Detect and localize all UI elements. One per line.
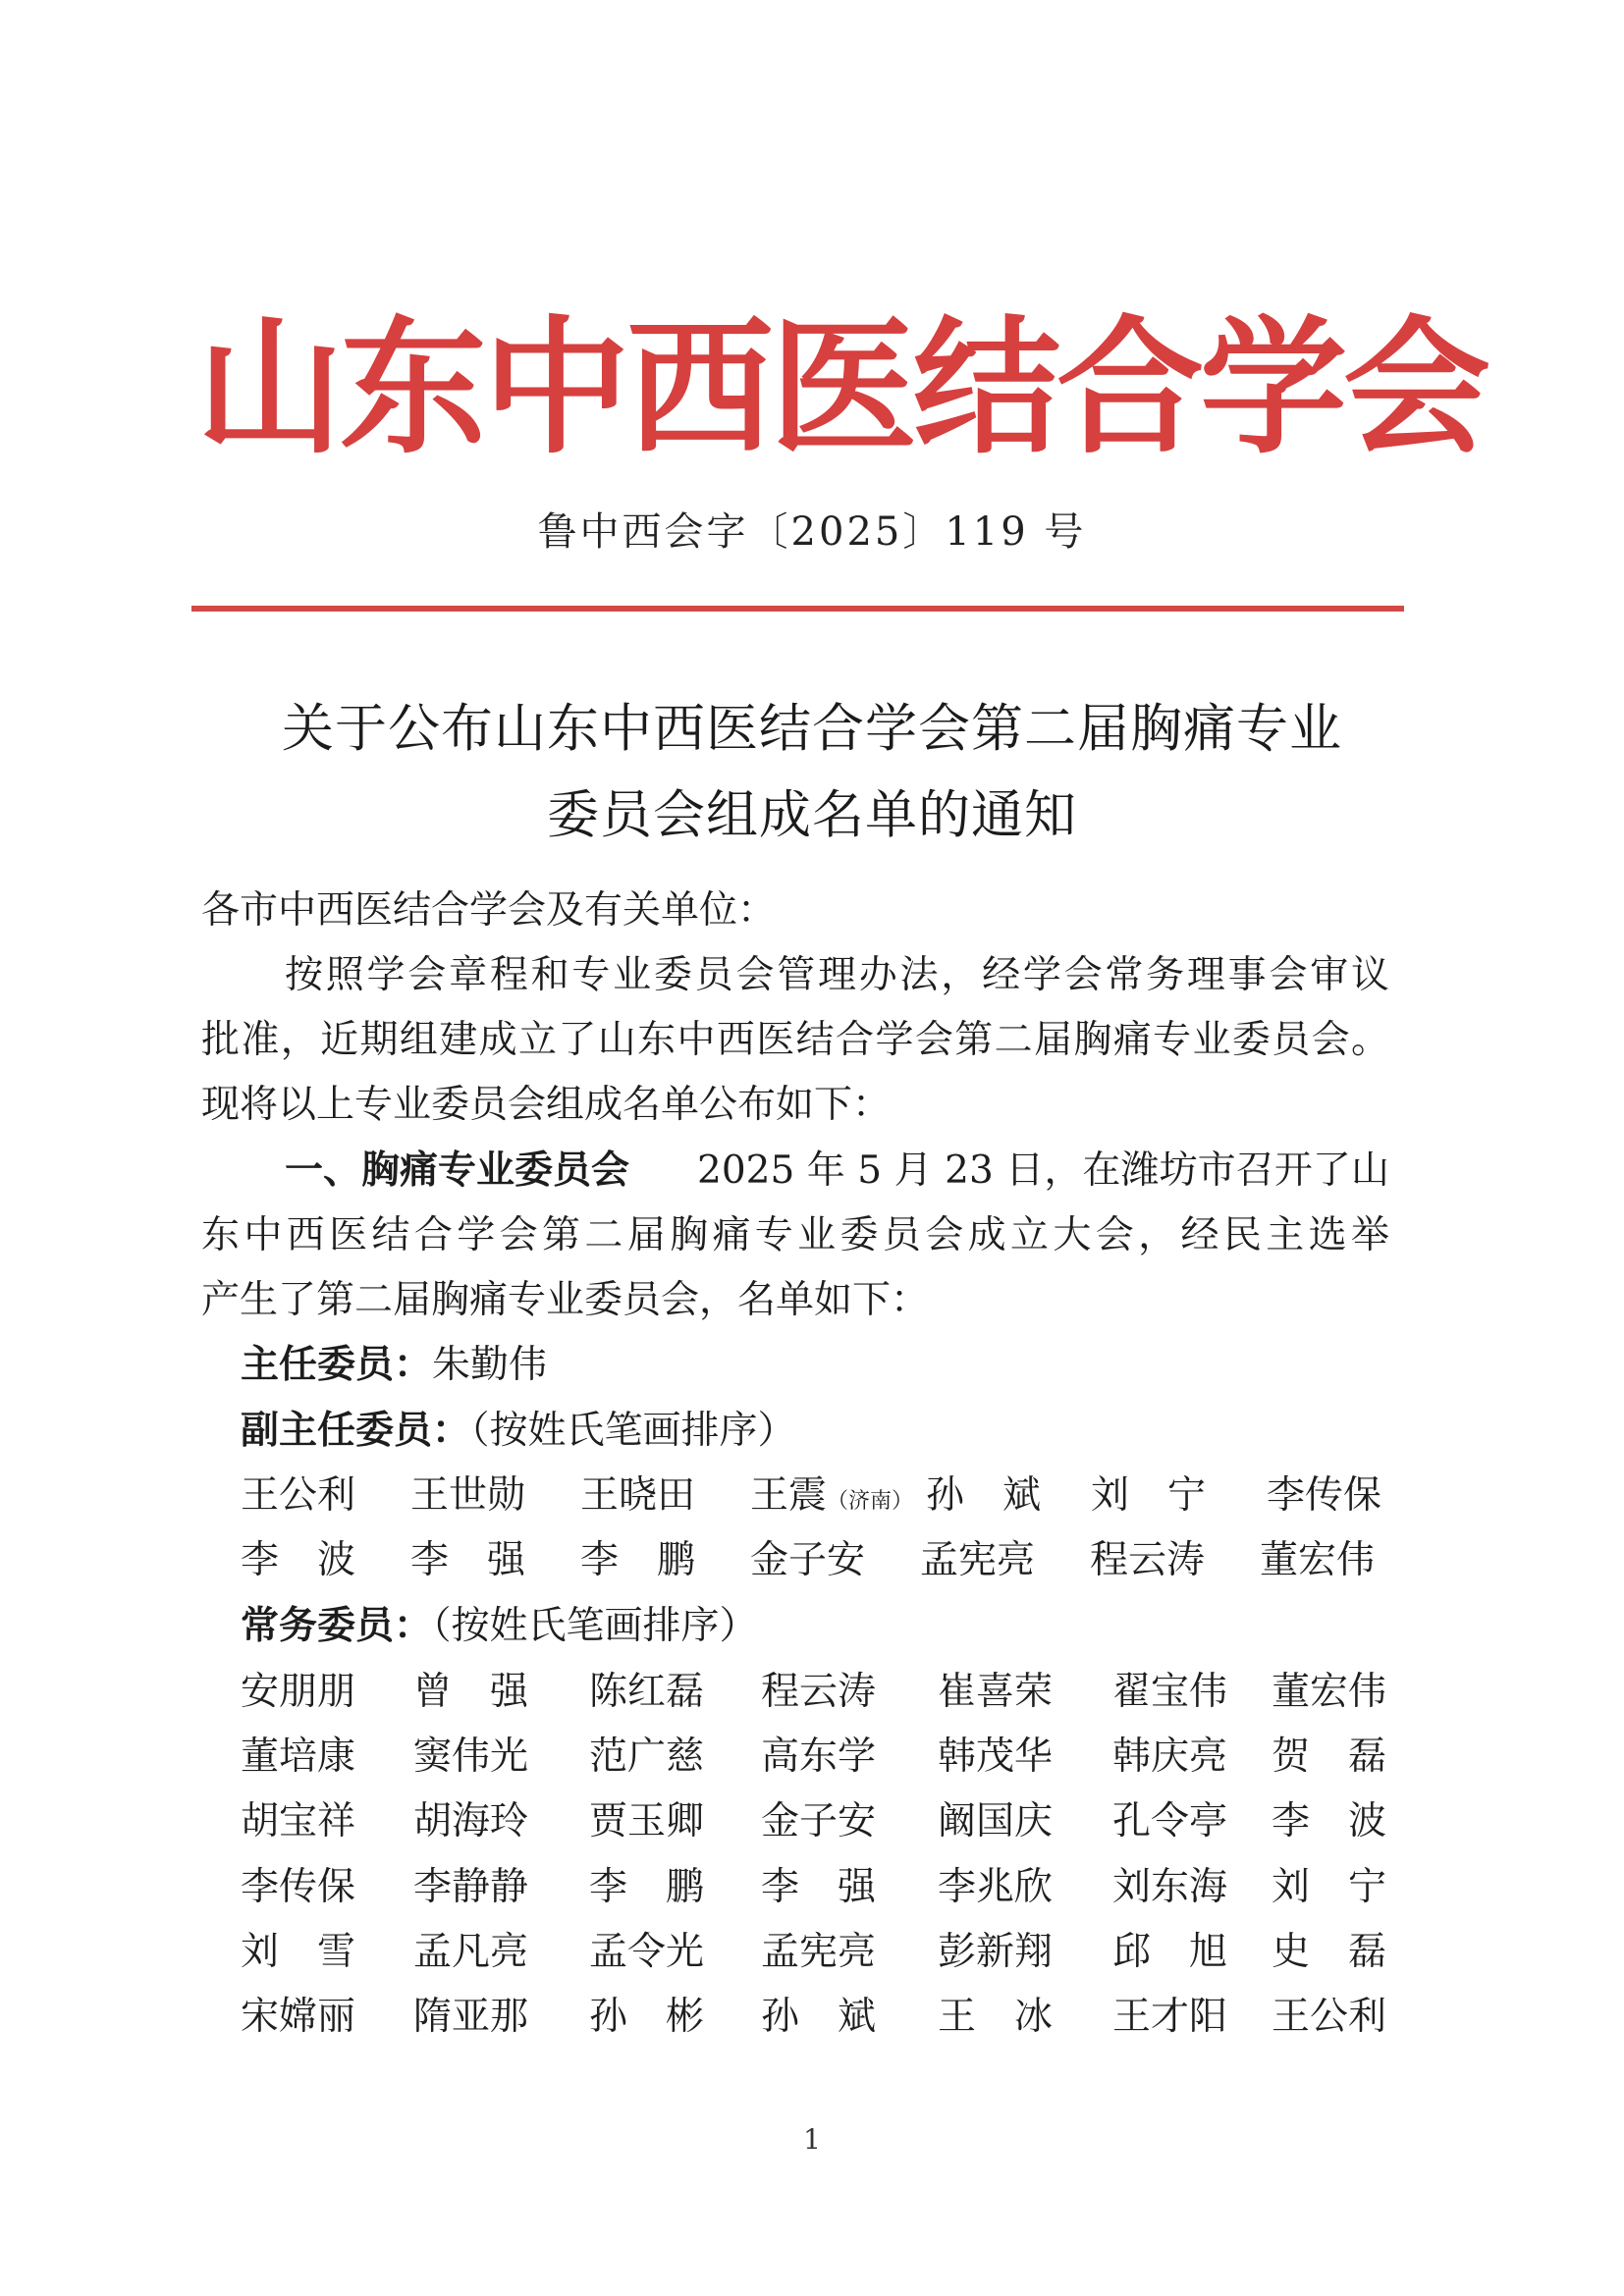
vice-chair-name: 王世勋 — [410, 1473, 526, 1518]
vice-chair-name: 程云涛 — [1090, 1538, 1206, 1582]
standing-row-6 — [241, 1985, 1389, 2050]
standing-member-name: 孙 彬 — [589, 1995, 705, 2039]
standing-member-name: 王才阳 — [1112, 1995, 1228, 2039]
document-number: 鲁中西会字〔2025〕119 号 — [537, 509, 1087, 555]
section-1-line-2: 东中西医结合学会第二届胸痛专业委员会成立大会，经民主选举 — [201, 1213, 1389, 1257]
salutation: 各市中西医结合学会及有关单位： — [201, 888, 777, 933]
vice-chair-name — [750, 1464, 913, 1534]
red-divider — [191, 606, 1404, 612]
vice-chair-name-text: 王震 — [750, 1473, 828, 1518]
standing-member-name: 崔喜荣 — [938, 1670, 1054, 1714]
standing-member-name: 李 强 — [761, 1865, 877, 1909]
standing-member-name: 曾 强 — [413, 1670, 529, 1714]
standing-member-name: 董宏伟 — [1272, 1670, 1387, 1714]
vice-chair-row-2 — [241, 1528, 1389, 1593]
vice-chair-row-1 — [241, 1464, 1389, 1528]
chair-name: 朱勤伟 — [432, 1343, 548, 1387]
standing-member-name: 韩茂华 — [938, 1735, 1054, 1779]
standing-member-name: 胡海玲 — [413, 1799, 529, 1843]
standing-member-name: 彭新翔 — [938, 1930, 1054, 1974]
standing-label: 常务委员： — [241, 1604, 433, 1648]
standing-member-name: 隋亚那 — [413, 1995, 529, 2039]
standing-member-name: 翟宝伟 — [1112, 1670, 1228, 1714]
standing-member-name: 王公利 — [1272, 1995, 1387, 2039]
standing-member-name: 阚国庆 — [938, 1799, 1054, 1843]
standing-member-name: 窦伟光 — [413, 1735, 529, 1779]
vice-chair-name: 刘 宁 — [1091, 1473, 1207, 1518]
standing-row-3 — [241, 1789, 1389, 1854]
paragraph-1-line-3: 现将以上专业委员会组成名单公布如下： — [201, 1083, 892, 1127]
chair-line — [241, 1333, 547, 1398]
standing-member-name: 贺 磊 — [1272, 1735, 1387, 1779]
standing-heading — [241, 1594, 758, 1659]
standing-member-name: 孟宪亮 — [761, 1930, 877, 1974]
vice-chair-name: 李 强 — [410, 1538, 526, 1582]
standing-member-name: 高东学 — [761, 1735, 877, 1779]
standing-member-name: 刘东海 — [1112, 1865, 1228, 1909]
standing-row-2 — [241, 1725, 1389, 1789]
section-1-line-3: 产生了第二届胸痛专业委员会，名单如下： — [201, 1278, 930, 1322]
standing-member-name: 范广慈 — [589, 1735, 705, 1779]
standing-member-name: 胡宝祥 — [241, 1799, 356, 1843]
standing-member-name: 李 波 — [1272, 1799, 1387, 1843]
standing-member-name: 孙 斌 — [761, 1995, 877, 2039]
vice-chair-heading — [241, 1399, 796, 1464]
standing-member-name: 孔令亭 — [1112, 1799, 1228, 1843]
standing-member-name: 陈红磊 — [589, 1670, 705, 1714]
standing-member-name: 刘 雪 — [241, 1930, 356, 1974]
section-1-line-1: 2025 年 5 月 23 日，在潍坊市召开了山 — [697, 1148, 1389, 1193]
standing-member-name: 孟凡亮 — [413, 1930, 529, 1974]
standing-member-name: 李 鹏 — [589, 1865, 705, 1909]
section-1-heading — [285, 1139, 629, 1203]
standing-member-name: 贾玉卿 — [589, 1799, 705, 1843]
chair-label: 主任委员： — [241, 1343, 433, 1387]
section-1-title: 一、胸痛专业委员会 — [285, 1148, 630, 1193]
vice-chair-label: 副主任委员： — [241, 1409, 471, 1453]
standing-member-name: 金子安 — [761, 1799, 877, 1843]
standing-member-name: 安朋朋 — [241, 1670, 356, 1714]
standing-member-name: 李静静 — [413, 1865, 529, 1909]
vice-chair-name: 董宏伟 — [1260, 1538, 1376, 1582]
standing-member-name: 史 磊 — [1272, 1930, 1387, 1974]
vice-chair-name: 王公利 — [241, 1473, 356, 1518]
standing-member-name: 孟令光 — [589, 1930, 705, 1974]
vice-chair-name: 李传保 — [1267, 1473, 1382, 1518]
vice-chair-city-note: （济南） — [827, 1489, 914, 1514]
paragraph-1-line-1: 按照学会章程和专业委员会管理办法，经学会常务理事会审议 — [285, 953, 1389, 997]
standing-member-name: 韩庆亮 — [1112, 1735, 1228, 1779]
vice-chair-name: 王晓田 — [580, 1473, 696, 1518]
vice-chair-name: 孟宪亮 — [920, 1538, 1036, 1582]
standing-sort-note: （按姓氏笔画排序） — [432, 1604, 758, 1648]
notice-title-line-1: 关于公布山东中西医结合学会第二届胸痛专业 — [282, 699, 1342, 759]
vice-chair-sort-note: （按姓氏笔画排序） — [470, 1409, 796, 1453]
standing-row-1 — [241, 1660, 1389, 1725]
notice-title-line-2: 委员会组成名单的通知 — [547, 785, 1077, 845]
vice-chair-name: 金子安 — [750, 1538, 866, 1582]
standing-row-5 — [241, 1920, 1389, 1985]
standing-row-4 — [241, 1855, 1389, 1920]
vice-chair-name: 孙 斌 — [926, 1473, 1042, 1518]
standing-member-name: 李兆欣 — [938, 1865, 1054, 1909]
standing-member-name: 宋嫦丽 — [241, 1995, 356, 2039]
standing-member-name: 李传保 — [241, 1865, 356, 1909]
paragraph-1-line-2: 批准，近期组建成立了山东中西医结合学会第二届胸痛专业委员会。 — [201, 1018, 1389, 1062]
standing-member-name: 刘 宁 — [1272, 1865, 1387, 1909]
standing-member-name: 程云涛 — [761, 1670, 877, 1714]
vice-chair-name: 李 鹏 — [580, 1538, 696, 1582]
standing-member-name: 邱 旭 — [1112, 1930, 1228, 1974]
standing-member-name: 董培康 — [241, 1735, 356, 1779]
page-number: 1 — [803, 2123, 821, 2156]
organization-title: 山东中西医结合学会 — [196, 301, 1488, 474]
vice-chair-name: 李 波 — [241, 1538, 356, 1582]
standing-member-name: 王 冰 — [938, 1995, 1054, 2039]
